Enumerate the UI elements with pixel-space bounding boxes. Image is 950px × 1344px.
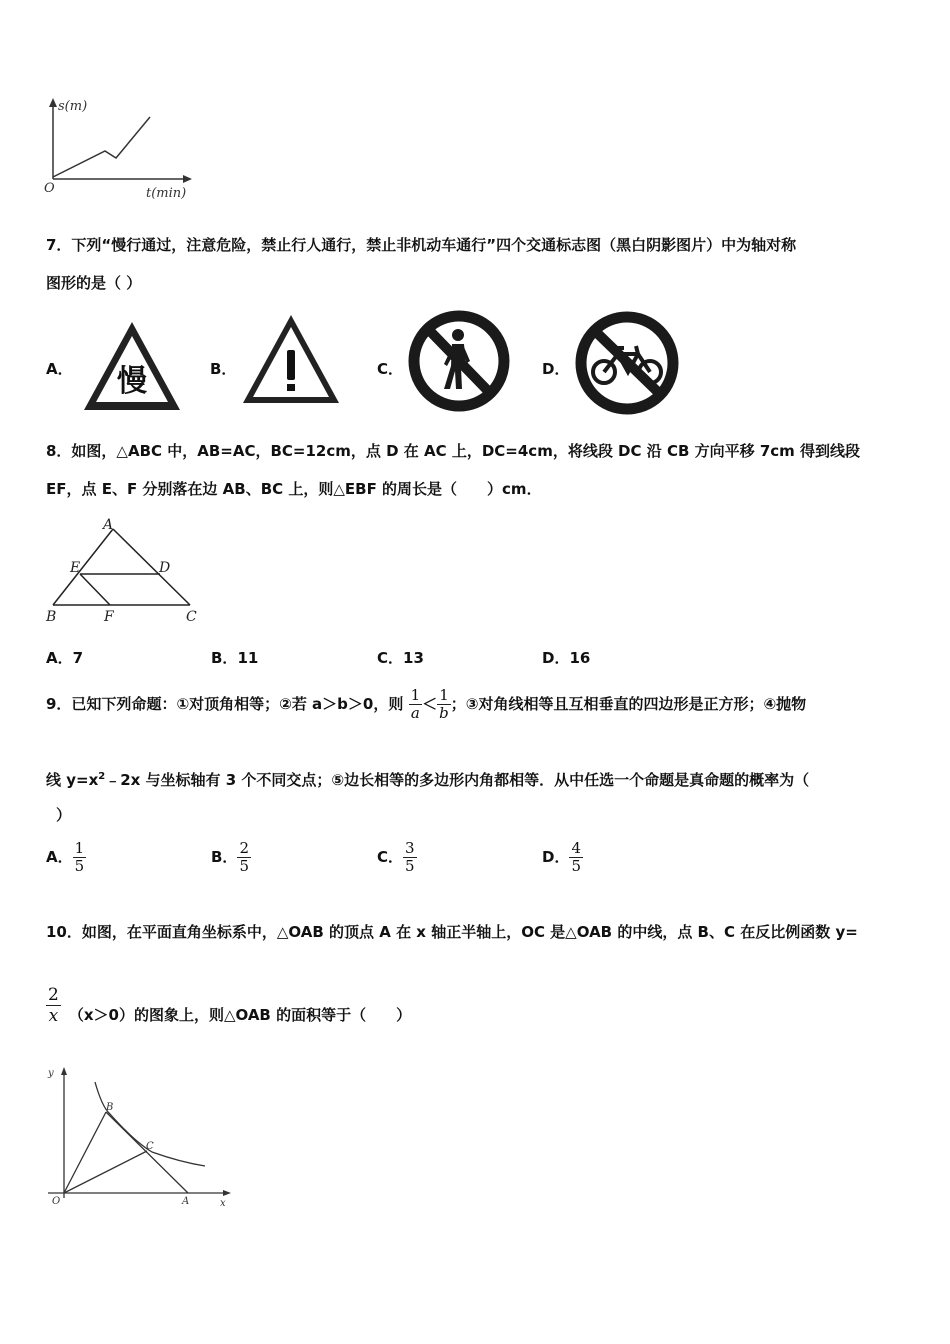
fraction-2-over-x: $\frac{2}{x}$ bbox=[48, 985, 59, 1026]
q9-option-a: A． $\frac{1}{5}$ bbox=[46, 839, 85, 875]
fraction-1-over-a: $\frac{1}{a}$ bbox=[410, 686, 421, 722]
hyperbola-curve bbox=[95, 1082, 205, 1166]
x-label: x bbox=[220, 1198, 226, 1209]
q8-option-d: D．16 bbox=[542, 649, 591, 667]
origin-label: O bbox=[44, 181, 55, 196]
point-a-label: A bbox=[182, 1196, 190, 1207]
segment-ab bbox=[53, 529, 113, 605]
segment-ba bbox=[106, 1112, 188, 1193]
fraction-1-over-b: $\frac{1}{b}$ bbox=[439, 686, 449, 722]
q9-line2: 线 $y=x^2﹣2x$ 与坐标轴有 3 个不同交点；⑤边长相等的多边形内角都相等．从中任选一个命题是真命题的概率为（ bbox=[46, 771, 810, 789]
origin-label: O bbox=[52, 1196, 61, 1207]
q9-option-c: C． $\frac{3}{5}$ bbox=[377, 839, 415, 875]
segment-ac bbox=[113, 529, 190, 605]
slow-sign-text: 慢 bbox=[117, 364, 147, 399]
segment-ef bbox=[80, 574, 110, 605]
y-axis-arrow-icon bbox=[49, 98, 57, 107]
q9-option-d: D． $\frac{4}{5}$ bbox=[542, 839, 581, 875]
point-b-label: B bbox=[106, 1102, 114, 1113]
q9-line1: 9．已知下列命题：①对顶角相等；②若 a＞b＞0，则 $\frac{1}{a}$ ＜ $\frac{1}{b}$ ；③对角线相等且互相垂直的四边形是正方形；④抛物 bbox=[46, 686, 807, 722]
q7-option-c-label: C． bbox=[377, 360, 404, 378]
q7-option-d-label: D． bbox=[542, 360, 570, 378]
slow-sign-icon bbox=[80, 318, 184, 414]
point-c-label: C bbox=[186, 609, 197, 625]
triangle-abc-figure bbox=[40, 515, 205, 630]
q7-line1: 7．下列“慢行通过，注意危险，禁止行人通行，禁止非机动车通行”四个交通标志图（黑白阴影图片）中为轴对称 bbox=[46, 236, 797, 254]
q9-option-b: B． $\frac{2}{5}$ bbox=[211, 839, 249, 875]
q7-line2: 图形的是（ ） bbox=[46, 274, 142, 292]
x-axis-arrow-icon bbox=[183, 175, 192, 183]
y-axis-arrow-icon bbox=[61, 1067, 67, 1075]
point-a-label: A bbox=[103, 517, 114, 533]
q8-option-a: A．7 bbox=[46, 649, 84, 667]
q7-option-a-label: A． bbox=[46, 360, 73, 378]
q8-line1: 8．如图，△ABC 中，AB=AC，BC=12cm，点 D 在 AC 上，DC=4cm，将线段 DC 沿 CB 方向平移 7cm 得到线段 bbox=[46, 442, 861, 460]
point-c-label: C bbox=[146, 1141, 154, 1152]
x-axis-label: t(min) bbox=[146, 186, 187, 201]
point-d-label: D bbox=[159, 560, 171, 576]
q9-line3: ） bbox=[56, 806, 72, 824]
graph-line bbox=[53, 117, 150, 177]
danger-sign-icon bbox=[240, 312, 342, 406]
segment-oc bbox=[64, 1151, 147, 1193]
y-axis-label: s(m) bbox=[58, 99, 88, 114]
no-pedestrian-sign-icon bbox=[406, 309, 512, 413]
y-label: y bbox=[48, 1068, 54, 1079]
point-e-label: E bbox=[70, 560, 81, 576]
q8-line2: EF，点 E、F 分别落在边 AB、BC 上，则△EBF 的周长是（ ）cm． bbox=[46, 480, 542, 498]
q10-line2: $\frac{2}{x}$ （x＞0）的图象上，则△OAB 的面积等于（ ） bbox=[48, 985, 412, 1026]
q7-option-b-label: B． bbox=[210, 360, 237, 378]
x-axis-arrow-icon bbox=[223, 1190, 231, 1196]
no-bicycle-sign-icon bbox=[572, 310, 682, 416]
q8-option-b: B．11 bbox=[211, 649, 259, 667]
q10-line1: 10．如图，在平面直角坐标系中，△OAB 的顶点 A 在 x 轴正半轴上，OC 是△OAB 的中线，点 B、C 在反比例函数 y= bbox=[46, 923, 858, 941]
segment-ob bbox=[64, 1112, 106, 1193]
coordinate-figure bbox=[40, 1062, 235, 1217]
q8-option-c: C．13 bbox=[377, 649, 424, 667]
point-f-label: F bbox=[104, 609, 114, 625]
point-b-label: B bbox=[46, 609, 57, 625]
distance-time-graph bbox=[40, 95, 200, 205]
